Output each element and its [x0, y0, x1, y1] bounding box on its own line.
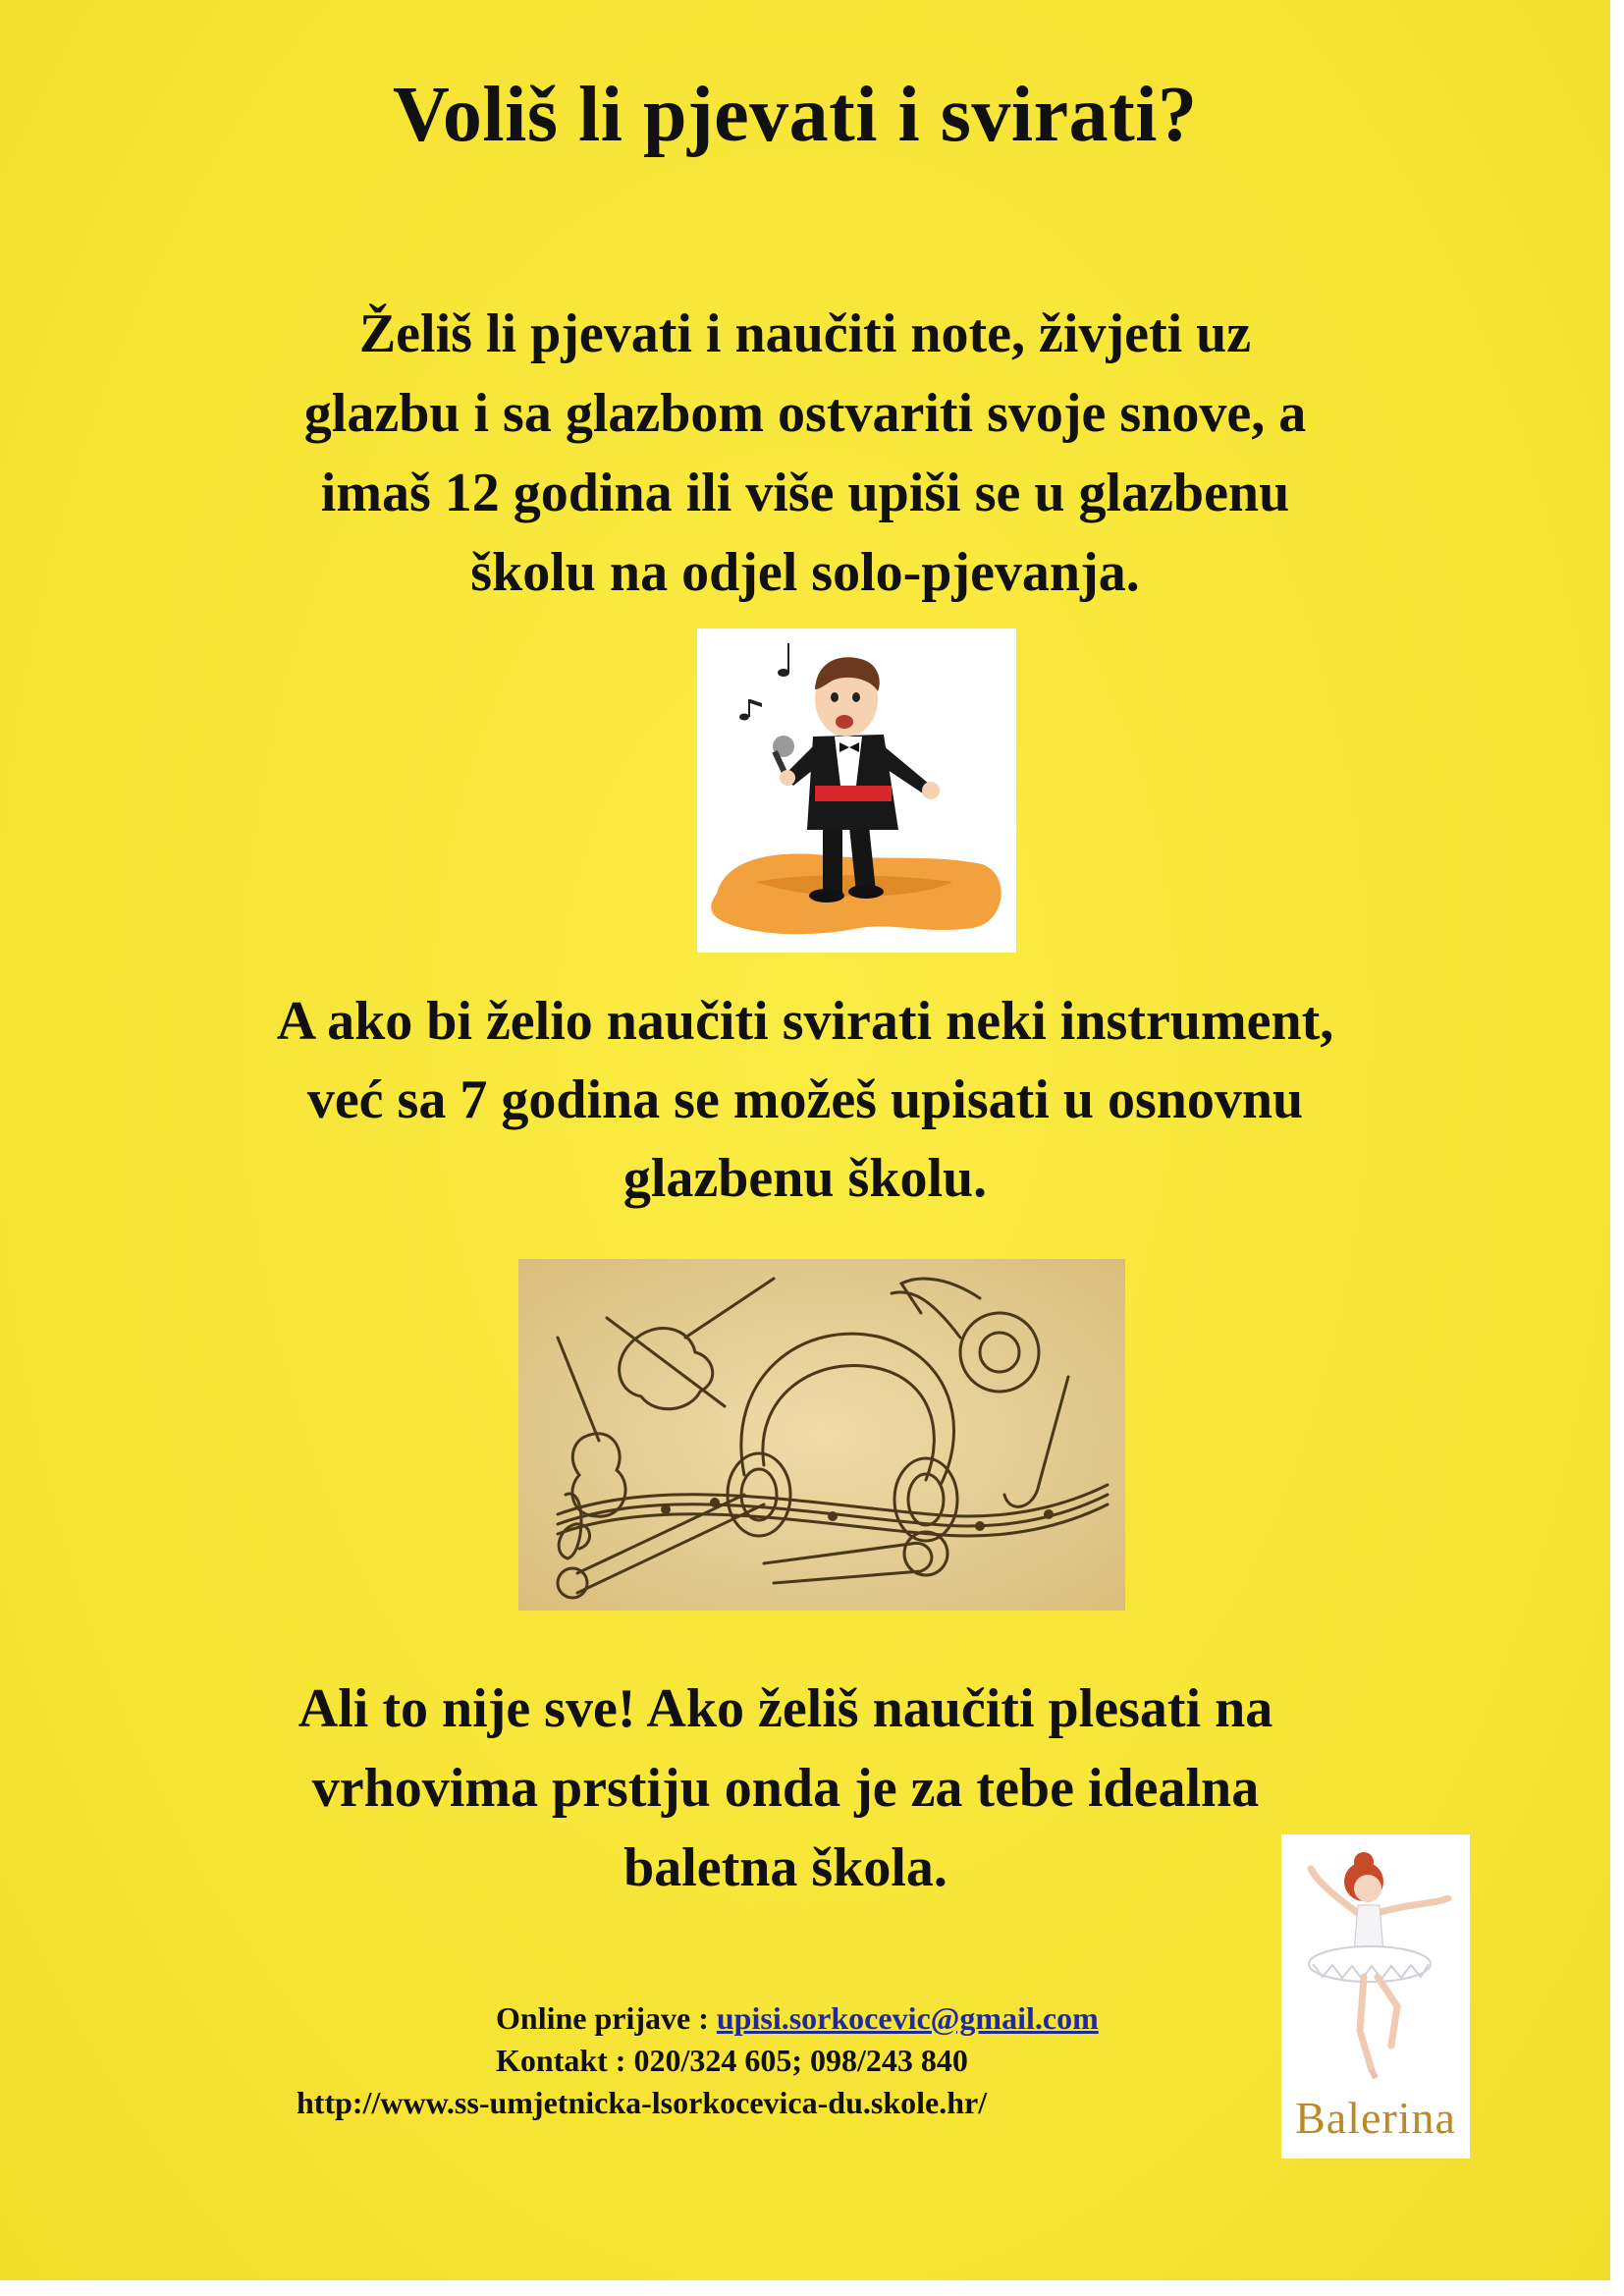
singing-line: glazbu i sa glazbom ostvariti svoje snove, a	[303, 383, 1307, 444]
instrument-line: glazbenu školu.	[623, 1148, 988, 1209]
instruments-image	[518, 1259, 1125, 1611]
contact-phone-line: Kontakt : 020/324 605; 098/243 840	[496, 2043, 968, 2078]
ballet-paragraph	[157, 1669, 1414, 1908]
instrument-paragraph	[128, 982, 1483, 1218]
website-url[interactable]: http://www.ss-umjetnicka-lsorkocevica-du.skole.hr/	[297, 2085, 988, 2120]
singing-line: imaš 12 godina ili više upiši se u glazbenu	[320, 463, 1290, 523]
instrument-line: već sa 7 godina se možeš upisati u osnovnu	[306, 1069, 1304, 1130]
singing-paragraph	[147, 295, 1463, 613]
instrument-line: A ako bi želio naučiti svirati neki instrument,	[276, 991, 1334, 1052]
ballet-line: vrhovima prstiju onda je za tebe idealna	[311, 1758, 1260, 1819]
singing-line: školu na odjel solo-pjevanja.	[470, 542, 1140, 603]
ballerina-image	[1281, 1834, 1470, 2159]
online-registration-label: Online prijave :	[496, 2000, 717, 2036]
ballerina-logo: Balerina	[1295, 2093, 1456, 2143]
ballet-line: Ali to nije sve! Ako želiš naučiti plesati na	[298, 1678, 1273, 1739]
singer-image	[697, 629, 1016, 953]
poster-title: Voliš li pjevati i svirati?	[393, 72, 1198, 158]
email-link[interactable]: upisi.sorkocevic@gmail.com	[716, 2000, 1099, 2036]
ballet-line: baletna škola.	[623, 1837, 947, 1898]
online-registration-line	[496, 1998, 1099, 2038]
singing-line: Želiš li pjevati i naučiti note, živjeti uz	[358, 303, 1252, 364]
music-note-icon	[739, 643, 789, 721]
